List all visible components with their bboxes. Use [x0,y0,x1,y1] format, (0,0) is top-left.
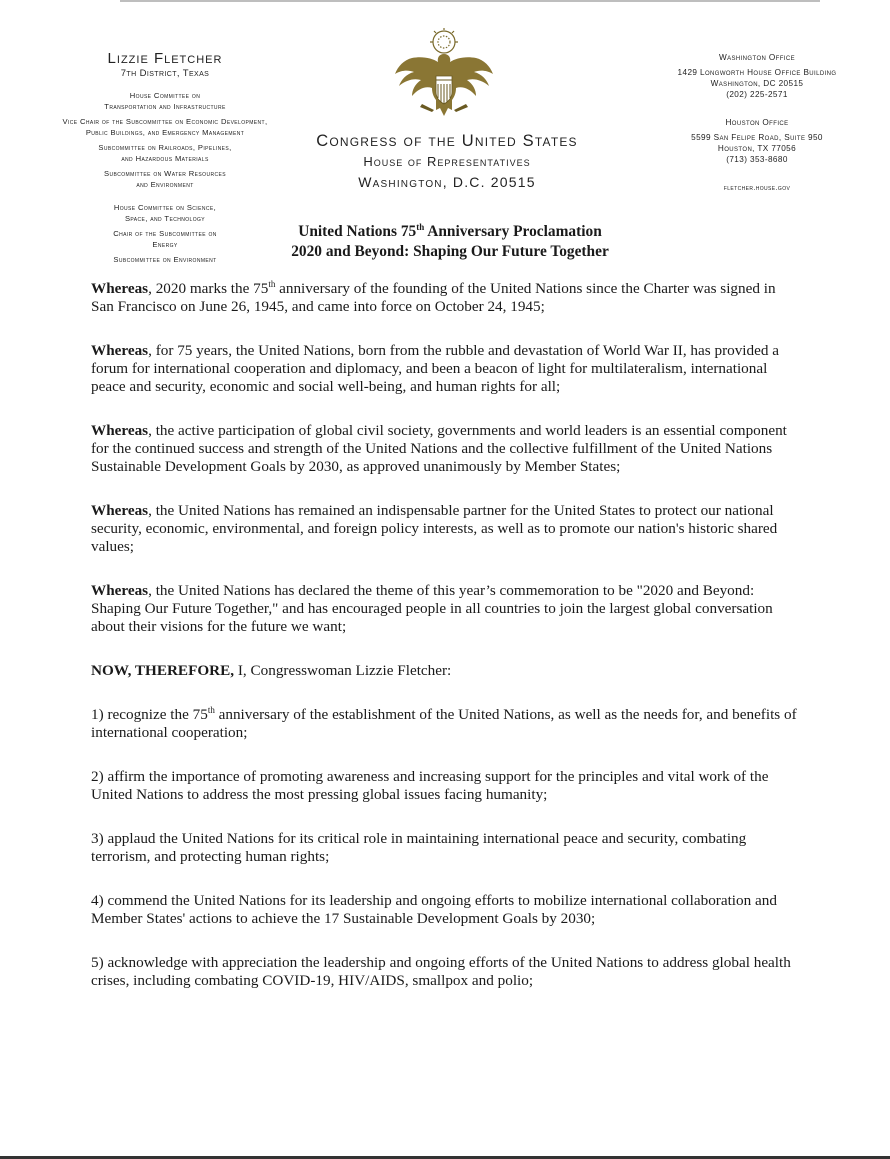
congress-address: Washington, D.C. 20515 [358,174,536,190]
whereas-label: Whereas [91,582,149,599]
house-seal-eagle-icon [392,28,496,124]
houston-office-line2: Houston, TX 77056 [717,144,797,153]
website-link[interactable]: fletcher.house.gov [723,183,791,192]
committee-line: Subcommittee on Railroads, Pipelines, [98,143,232,152]
member-district: 7th District, Texas [120,68,210,79]
houston-office-heading: Houston Office [725,118,789,127]
whereas-label: Whereas [91,502,149,519]
therefore-label: NOW, THEREFORE, [91,662,235,679]
committee-line: and Environment [136,180,194,189]
scan-edge-top [120,0,820,2]
proclamation-title [240,222,660,261]
member-name: Lizzie Fletcher [107,50,223,67]
resolution-item-3: 3) applaud the United Nations for its critical role in maintaining international peace and security, combating terrorism, and protecting human rights; [91,830,747,865]
committee-line: and Hazardous Materials [121,154,209,163]
resolution-item-5: 5) acknowledge with appreciation the leadership and ongoing efforts of the United Nations to address global health crises, including combating COVID-19, HIV/AIDS, smallpox and polio; [91,954,791,989]
paragraph-superscript: th [268,278,276,289]
paragraph-text: , the United Nations has declared the theme of this year’s commemoration to be "2020 and Beyond: Shaping Our Future Together," and has encouraged people in all countries to join the largest global conversation about their visions for the future we want; [91,582,773,635]
congress-heading [270,130,624,192]
washington-office-heading: Washington Office [718,53,796,62]
committee-line: House Committee on Science, [113,203,217,212]
committee-line: Subcommittee on Environment [113,255,217,264]
paragraph-text: 1) recognize the 75 [91,706,208,723]
paragraph-text: , 2020 marks the 75 [148,280,269,297]
title-line-2: 2020 and Beyond: Shaping Our Future Together [291,242,609,260]
committee-line: House Committee on [129,91,201,100]
whereas-label: Whereas [91,342,149,359]
office-info-column [640,52,874,193]
whereas-paragraph-5 [91,582,797,636]
proclamation-body [91,280,797,1016]
paragraph-text: anniversary of the establishment of the United Nations, as well as the needs for, and benefits of international cooperation; [91,706,797,741]
committee-line: Vice Chair of the Subcommittee on Economic Development, [62,117,268,126]
committee-line: Transportation and Infrastructure [104,102,226,111]
congress-name: Congress of the United States [316,132,578,150]
paragraph-superscript: th [207,704,215,715]
therefore-paragraph [91,662,797,680]
washington-office-line1: 1429 Longworth House Office Building [677,68,837,77]
paragraph-text: , the United Nations has remained an indispensable partner for the United States to protect our national security, economic, environmental, and foreign policy interests, as well as to promote our nation's historic shared values; [91,502,778,555]
whereas-label: Whereas [91,422,149,439]
whereas-label: Whereas [91,280,149,297]
resolution-item-4: 4) commend the United Nations for its leadership and ongoing efforts to mobilize international collaboration and Member States' actions to achieve the 17 Sustainable Development Goals by 2030; [91,892,777,927]
committee-line: Space, and Technology [124,214,206,223]
title-line-1-start: United Nations 75 [298,223,417,240]
committee-line: Subcommittee on Water Resources [104,169,226,178]
title-line-1 [240,222,660,242]
paragraph-text: anniversary of the founding of the United Nations since the Charter was signed in San Francisco on June 26, 1945, and came into force on October 24, 1945; [91,280,776,315]
title-line-1-end: Anniversary Proclamation [424,223,602,240]
committee-line: Energy [152,240,178,249]
paragraph-text: , the active participation of global civil society, governments and world leaders is an essential component for the continued success and strength of the United Nations and the collective fulfillment of the United Nations Sustainable Development Goals by 2030, as approved unanimously by Member States; [91,422,787,475]
whereas-paragraph-2 [91,342,797,396]
whereas-paragraph-1 [91,280,797,316]
title-superscript: th [416,221,425,232]
paragraph-text: I, Congresswoman Lizzie Fletcher: [234,662,452,679]
committee-line: Chair of the Subcommittee on [113,229,217,238]
houston-office-line1: 5599 San Felipe Road, Suite 950 [691,133,823,142]
committee-line: Public Buildings, and Emergency Management [85,128,245,137]
paragraph-text: , for 75 years, the United Nations, born from the rubble and devastation of World War II, has provided a forum for international cooperation and diplomacy, and been a beacon of light for multilateralism, international peace and security, economic and social well-being, and human rights for all; [91,342,779,395]
resolution-item-1 [91,706,797,742]
whereas-paragraph-3 [91,422,797,476]
houston-office-phone: (713) 353-8680 [726,155,788,164]
whereas-paragraph-4 [91,502,797,556]
chamber-name: House of Representatives [363,154,531,169]
washington-office-line2: Washington, DC 20515 [710,79,804,88]
resolution-item-2: 2) affirm the importance of promoting awareness and increasing support for the principles and vital work of the United Nations to address the most pressing global issues facing humanity; [91,768,769,803]
washington-office-phone: (202) 225-2571 [726,90,788,99]
